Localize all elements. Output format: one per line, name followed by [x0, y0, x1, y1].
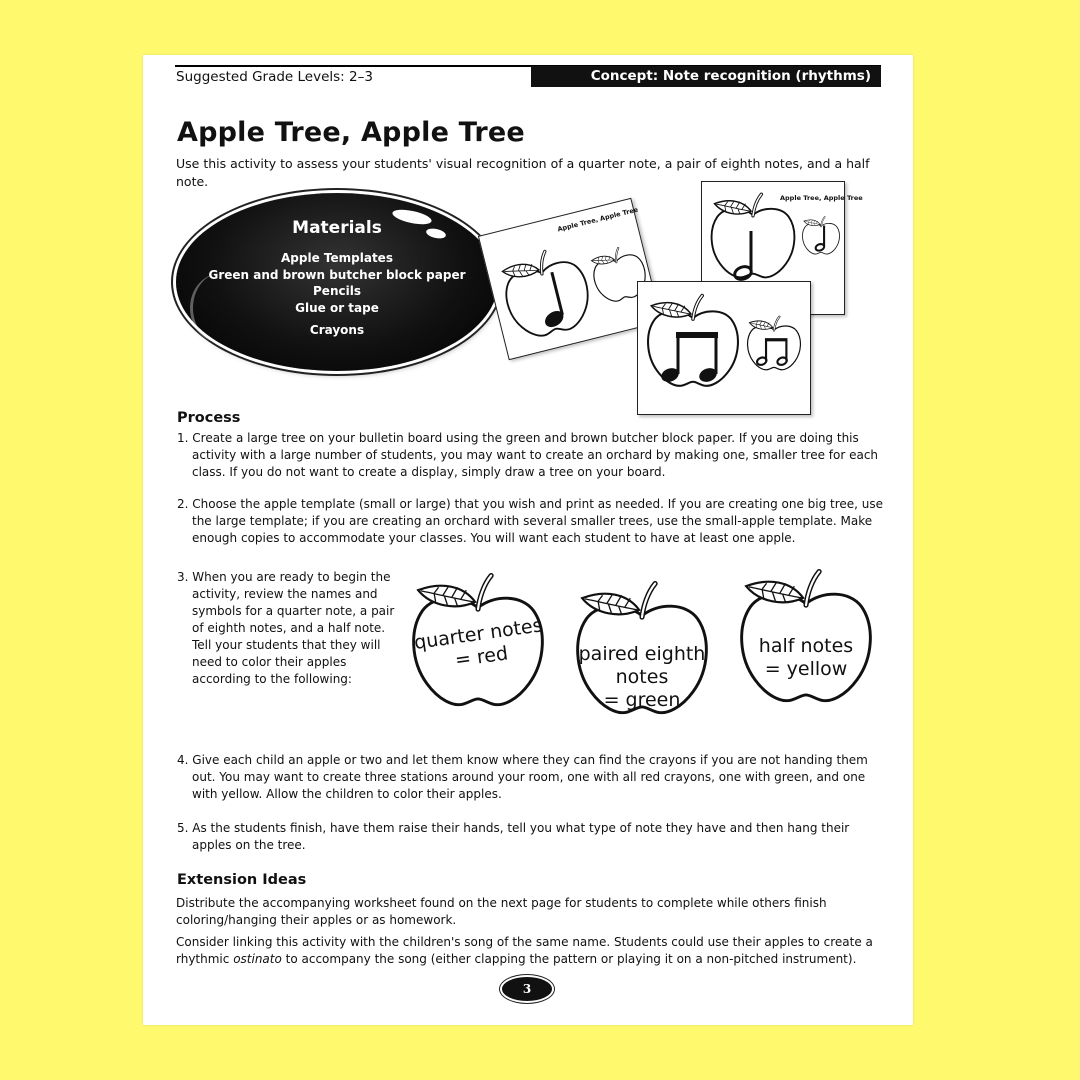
extension-paragraph-1: Distribute the accompanying worksheet found on the next page for students to complete while others finish coloring/hanging their apples or as homework.	[176, 896, 827, 927]
half-note-icon	[814, 224, 830, 252]
apple-label-eighth: paired eighth notes = green	[578, 643, 706, 711]
materials-item: Apple Templates	[281, 251, 393, 265]
page-header	[175, 65, 881, 89]
intro-paragraph: Use this activity to assess your students' visual recognition of a quarter note, a pair of eighth notes, and a half note.	[176, 156, 870, 189]
materials-list	[176, 250, 498, 339]
template-card-eighth	[637, 281, 811, 415]
materials-title: Materials	[292, 218, 382, 238]
process-step-3: 3. When you are ready to begin the activity, review the names and symbols for a quarter note, a pair of eighth notes, and a half note. Tell your students that they will need to color their apples according to the following:	[177, 570, 395, 686]
page-title: Apple Tree, Apple Tree	[177, 117, 525, 148]
worksheet-page	[143, 55, 913, 1025]
page-number: 3	[502, 977, 552, 1001]
extension-paragraph-2	[176, 934, 876, 968]
materials-item: Green and brown butcher block paper	[208, 267, 466, 282]
extension-heading: Extension Ideas	[177, 872, 307, 888]
concept-banner: Concept: Note recognition (rhythms)	[531, 66, 881, 87]
grade-levels: Suggested Grade Levels: 2–3	[176, 69, 373, 85]
materials-item: Pencils	[313, 284, 361, 298]
materials-item: Crayons	[309, 323, 365, 337]
process-step-5: 5. As the students finish, have them raise their hands, tell you what type of note they have and then hang their apples on the tree.	[177, 821, 850, 852]
process-heading: Process	[177, 410, 241, 426]
process-step-1: 1. Create a large tree on your bulletin board using the green and brown butcher block paper. If you are doing this activity with a large number of students, you may want to create an orchard by making one, smaller tree for each class. If you do not want to create a display, simply draw a tree on your board.	[177, 431, 879, 479]
materials-oval	[176, 193, 498, 371]
half-note-icon	[732, 228, 762, 282]
card-title: Apple Tree, Apple Tree	[780, 194, 863, 202]
card-title: Apple Tree, Apple Tree	[556, 205, 639, 234]
materials-item: Glue or tape	[295, 300, 379, 315]
eighth-notes-icon	[756, 336, 790, 366]
process-step-4: 4. Give each child an apple or two and let them know where they can find the crayons if you are not handing them out. You may want to create three stations around your room, one with all red crayons, one with green, and one with yellow. Allow the children to color their apples.	[177, 753, 868, 801]
process-step-2: 2. Choose the apple template (small or large) that you wish and print as needed. If you are creating one big tree, use the large template; if you are creating an orchard with several smaller trees, use the small-apple template. Make enough copies to accommodate your classes. You will want each student to have at least one apple.	[177, 497, 884, 545]
extension-text: Consider linking this activity with the children's song of the same name. Students could use their apples to create a rhythmic	[176, 935, 873, 966]
apple-label-half: half notes = yellow	[758, 635, 854, 680]
extension-text: to accompany the song (either clapping the pattern or playing it on a non-pitched instrument).	[281, 952, 857, 966]
template-card-quarter	[478, 198, 662, 360]
apple-label-quarter: quarter notes = red	[412, 614, 544, 672]
ostinato-term: ostinato	[233, 952, 282, 966]
eighth-notes-icon	[660, 328, 722, 384]
